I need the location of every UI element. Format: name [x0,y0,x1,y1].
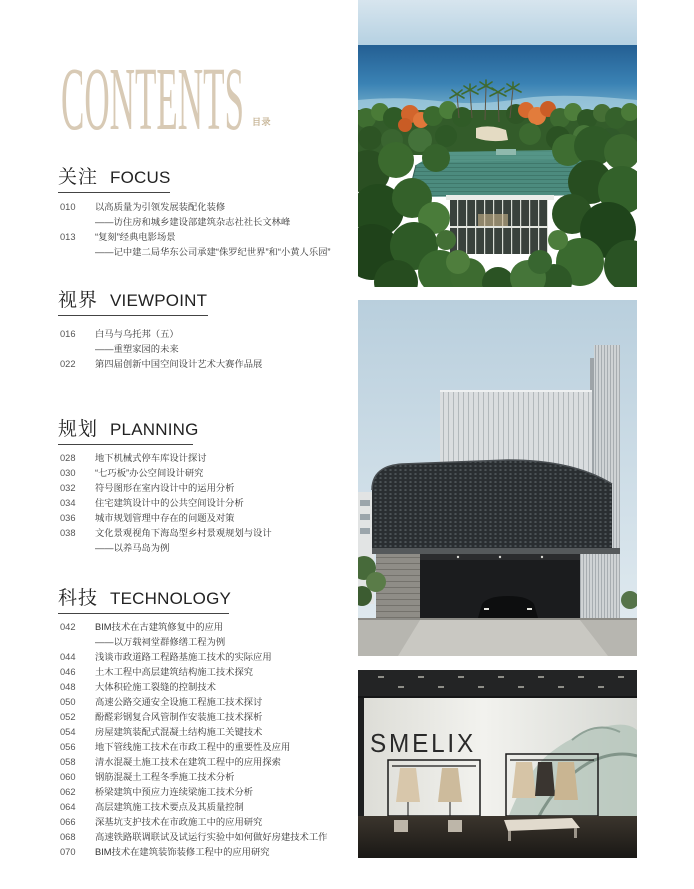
page-number: 032 [60,483,76,493]
toc-entry [58,815,353,830]
entry-title: 高层建筑施工技术要点及其质量控制 [95,802,244,812]
toc-entry [58,680,353,695]
page-number: 044 [60,652,76,662]
section-heading-focus [58,166,170,193]
entry-title: 浅谈市政道路工程路基施工技术的实际应用 [95,652,272,662]
toc-entry [58,785,353,800]
page-number: 036 [60,513,76,523]
toc-entry [58,230,353,245]
section-title-cn: 关注 [58,167,99,188]
entry-title: 白马与乌托邦（五） [95,329,179,339]
toc-entry [58,451,353,466]
toc-entry [58,770,353,785]
entry-title: 清水混凝土施工技术在建筑工程中的应用探索 [95,757,281,767]
toc-entry [58,830,353,845]
toc-entry [58,620,353,635]
photo-store-interior [358,670,637,858]
toc-entry [58,845,353,860]
toc-entry [58,725,353,740]
page-number: 068 [60,832,76,842]
toc-entry-subtitle [58,215,353,230]
toc-entry-subtitle [58,245,353,260]
entry-title: ——记中建二局华东公司承建“侏罗纪世界”和“小黄人乐园” [95,247,331,257]
section-entries-viewpoint [58,327,353,372]
section-heading-planning [58,418,199,445]
toc-entry-subtitle [58,635,353,650]
toc-entry [58,200,353,215]
toc-entry [58,710,353,725]
entry-title: BIM技术在古建筑修复中的应用 [95,622,224,632]
page-number: 028 [60,453,76,463]
entry-title: 桥梁建筑中预应力连续梁施工技术分析 [95,787,254,797]
toc-entry [58,496,353,511]
page-number: 022 [60,359,76,369]
photo-modern-house [358,300,637,656]
section-title-en: PLANNING [110,420,199,439]
toc-entry [58,327,353,342]
section-title-cn: 规划 [58,419,99,440]
entry-title: 以高质量为引领发展装配化装修 [95,202,226,212]
page-number: 013 [60,232,76,242]
page-number: 070 [60,847,76,857]
page-number: 054 [60,727,76,737]
page-number: 046 [60,667,76,677]
section-title-cn: 视界 [58,290,99,311]
page-number: 060 [60,772,76,782]
entry-title: 高速铁路联调联试及试运行实验中如何做好房建技术工作 [95,832,328,842]
entry-title: ——以万载祠堂群修缮工程为例 [95,637,226,647]
entry-title: 钢筋混凝土工程冬季施工技术分析 [95,772,235,782]
toc-entry-subtitle [58,342,353,357]
page-number: 052 [60,712,76,722]
toc-entry [58,695,353,710]
sea [358,45,637,115]
section-heading-technology [58,587,232,614]
toc-entry [58,650,353,665]
page-number: 064 [60,802,76,812]
page-number: 038 [60,528,76,538]
entry-title: 高速公路交通安全设施工程施工技术探讨 [95,697,263,707]
perforated-curved-volume [372,460,612,550]
section-entries-planning [58,451,353,556]
contents-subtitle: 目录 [252,117,272,127]
entry-title: “复刻”经典电影场景 [95,232,176,242]
toc-entry [58,357,353,372]
page-number: 058 [60,757,76,767]
contents-title [58,60,250,134]
ground-floor [372,548,620,622]
section-title-cn: 科技 [58,588,99,609]
driveway [358,618,637,656]
section-entries-technology [58,620,353,860]
toc-entry [58,800,353,815]
section-title-en: FOCUS [110,168,171,187]
villa-glass-facade [446,195,554,254]
page-number: 050 [60,697,76,707]
entry-title: 大体积砼施工裂缝的控制技术 [95,682,216,692]
photo-seaside-villa [358,0,637,287]
contents-title-text: CONTENTS [61,60,244,134]
entry-title: 城市规划管理中存在的问题及对策 [95,513,235,523]
ceiling-lights [358,670,637,696]
page-number: 042 [60,622,76,632]
entry-title: ——访住房和城乡建设部建筑杂志社社长文林峰 [95,217,291,227]
toc-entry [58,526,353,541]
toc-entry [58,665,353,680]
page-number: 016 [60,329,76,339]
entry-title: 第四届创新中国空间设计艺术大赛作品展 [95,359,263,369]
toc-entry [58,481,353,496]
entry-title: 符号图形在室内设计中的运用分析 [95,483,235,493]
entry-title: 酚醛彩钢复合风管制作安装施工技术探析 [95,712,263,722]
page-number: 062 [60,787,76,797]
entry-title: ——重塑家园的未来 [95,344,179,354]
page-number: 034 [60,498,76,508]
entry-title: ——以养马岛为例 [95,543,170,553]
entry-title: 地下管线施工技术在市政工程中的重要性及应用 [95,742,291,752]
entry-title: 深基坑支护技术在市政施工中的应用研究 [95,817,263,827]
entry-title: “七巧板”办公空间设计研究 [95,468,204,478]
page-number: 010 [60,202,76,212]
entry-title: 住宅建筑设计中的公共空间设计分析 [95,498,244,508]
sky [358,0,637,50]
page-number: 056 [60,742,76,752]
toc-entry-subtitle [58,541,353,556]
toc-entry [58,466,353,481]
entry-title: 房屋建筑装配式混凝土结构施工关键技术 [95,727,263,737]
section-title-en: TECHNOLOGY [110,589,232,608]
section-entries-focus [58,200,353,260]
entry-title: 文化景观视角下海岛型乡村景观规划与设计 [95,528,272,538]
entry-title: BIM技术在建筑装饰装修工程中的应用研究 [95,847,270,857]
floor [358,816,637,858]
page-number: 030 [60,468,76,478]
section-title-en: VIEWPOINT [110,291,208,310]
page-number: 048 [60,682,76,692]
entry-title: 地下机械式停车库设计探讨 [95,453,207,463]
page-number: 066 [60,817,76,827]
toc-entry [58,755,353,770]
toc-entry [58,740,353,755]
store-sign: SMELIX [370,728,476,758]
section-heading-viewpoint [58,289,208,316]
toc-entry [58,511,353,526]
entry-title: 土木工程中高层建筑结构施工技术探究 [95,667,254,677]
